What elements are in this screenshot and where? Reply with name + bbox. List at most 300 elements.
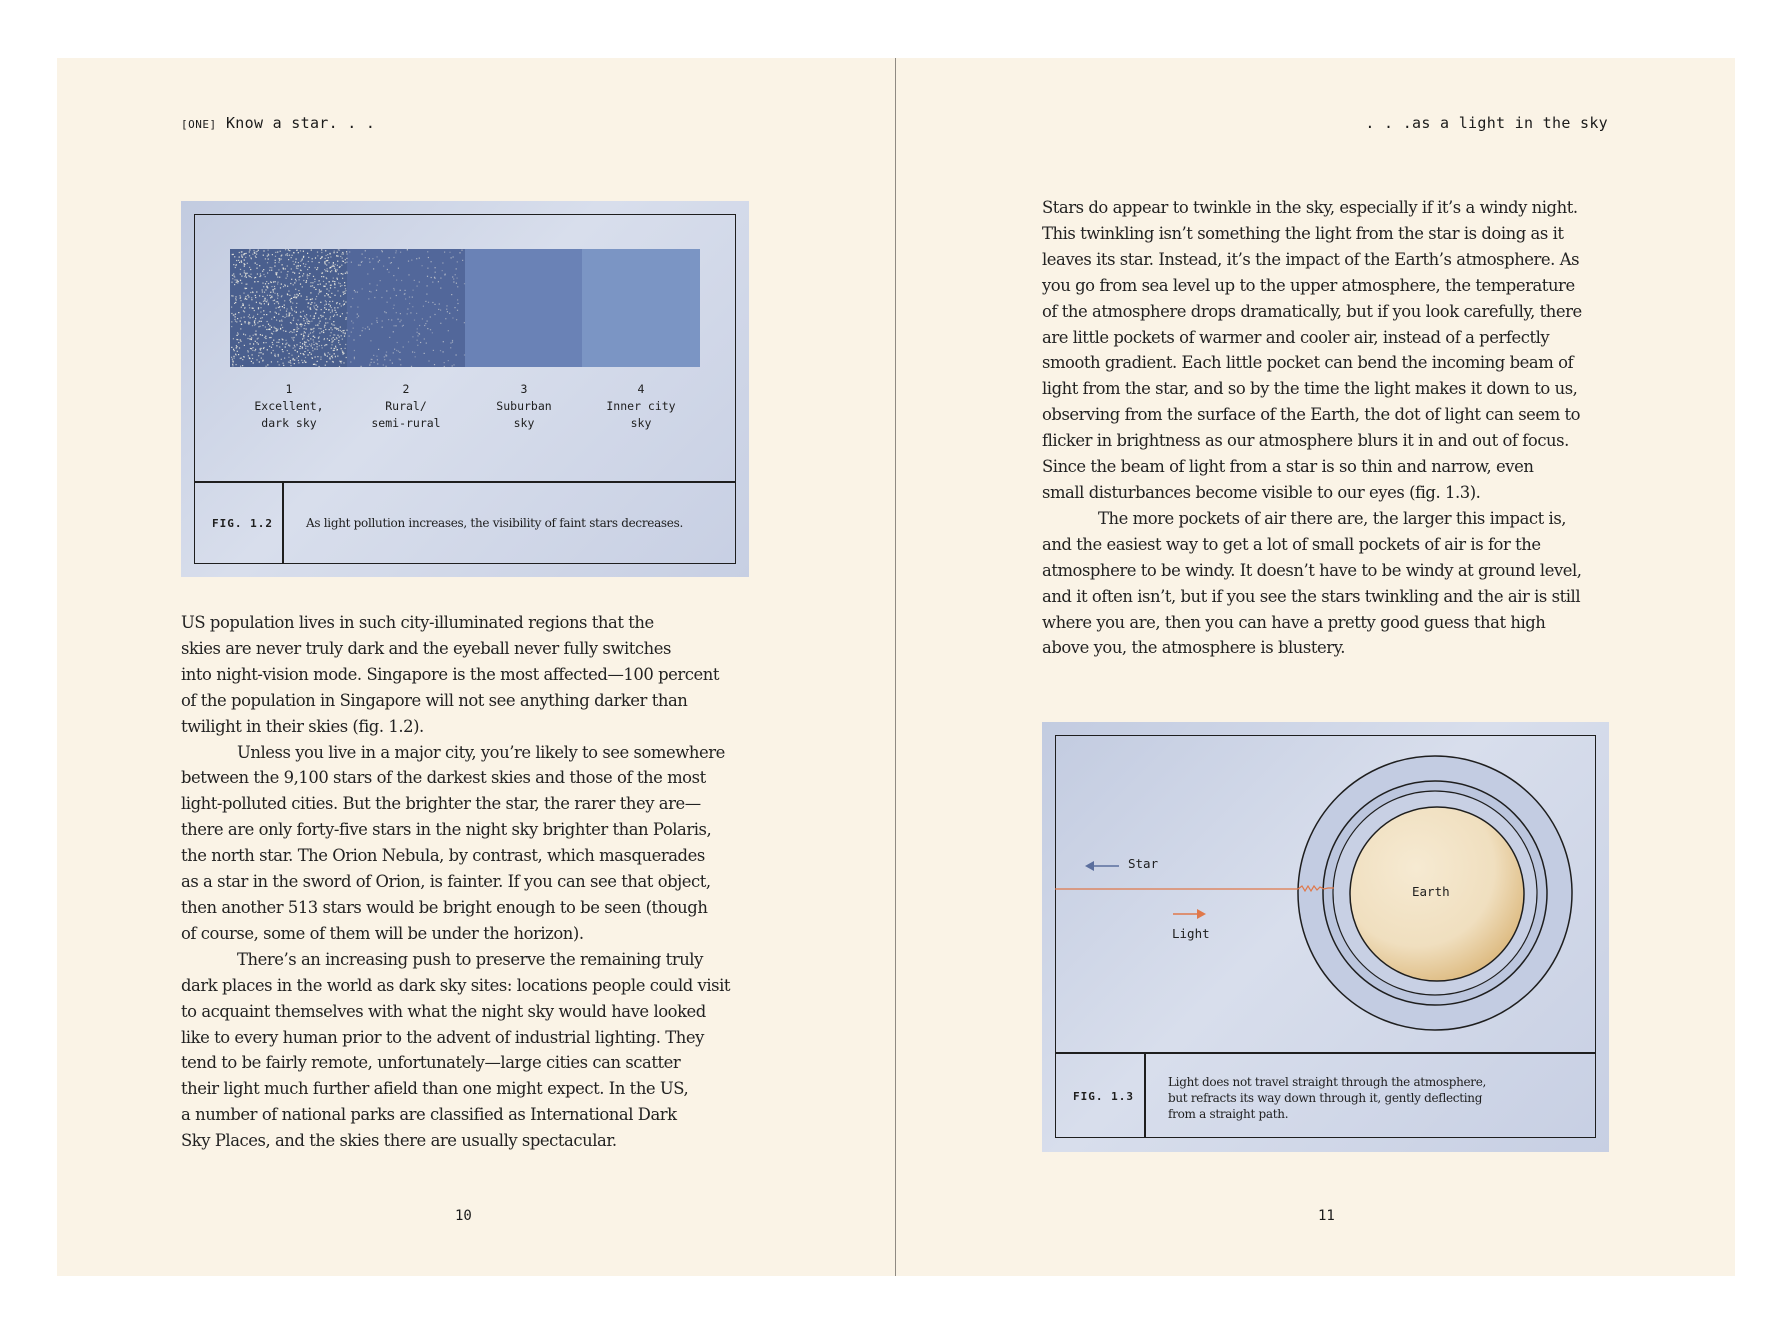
star-dot: [343, 301, 344, 302]
text-line: then another 513 stars would be bright enough to be seen (though: [181, 897, 708, 917]
figure-caption: As light pollution increases, the visibility of faint stars decreases.: [306, 516, 683, 530]
star-dot: [335, 356, 336, 357]
star-dot: [462, 260, 463, 261]
star-dot: [269, 295, 270, 296]
figure-caption: [1168, 1074, 1486, 1122]
star-dot: [427, 285, 428, 286]
star-dot: [292, 255, 293, 256]
star-dot: [333, 350, 334, 351]
star-dot: [279, 258, 280, 259]
refraction-diagram: [1042, 722, 1609, 1052]
star-dot: [255, 318, 256, 319]
star-dot: [395, 325, 396, 326]
star-dot: [256, 257, 257, 258]
star-dot: [326, 289, 327, 290]
star-dot: [286, 316, 287, 317]
star-dot: [313, 336, 314, 337]
star-dot: [337, 256, 338, 257]
star-dot: [259, 348, 260, 349]
star-dot: [365, 257, 366, 258]
star-dot: [444, 362, 445, 363]
star-dot: [329, 358, 330, 359]
star-dot: [247, 350, 248, 351]
star-dot: [301, 326, 302, 327]
star-dot: [303, 336, 304, 337]
star-dot: [434, 277, 435, 278]
star-dot: [308, 336, 309, 337]
star-dot: [310, 292, 311, 293]
star-dot: [307, 253, 308, 254]
star-dot: [278, 314, 279, 315]
star-dot: [254, 281, 255, 282]
star-dot: [246, 299, 247, 300]
star-dot: [235, 279, 236, 280]
star-label: Star: [1128, 856, 1159, 871]
star-dot: [326, 361, 327, 362]
star-dot: [350, 361, 351, 362]
star-dot: [305, 323, 306, 324]
star-dot: [293, 297, 294, 298]
star-dot: [317, 324, 318, 325]
star-dot: [351, 262, 352, 263]
star-dot: [412, 336, 413, 337]
star-dot: [377, 285, 378, 286]
star-dot: [235, 298, 236, 299]
star-dot: [314, 287, 315, 288]
star-dot: [298, 295, 299, 296]
star-dot: [277, 282, 278, 283]
right-page-body: [1042, 195, 1612, 661]
star-dot: [393, 257, 394, 258]
star-dot: [434, 314, 435, 315]
star-dot: [345, 301, 346, 302]
star-dot: [314, 364, 315, 365]
star-dot: [296, 266, 297, 267]
star-dot: [362, 254, 363, 255]
text-line: Stars do appear to twinkle in the sky, especially if it’s a windy night.: [1042, 198, 1578, 217]
star-dot: [320, 258, 321, 259]
star-dot: [272, 254, 273, 255]
star-dot: [369, 365, 370, 366]
category-number: 1: [285, 382, 293, 396]
star-dot: [320, 302, 321, 303]
star-dot: [313, 276, 314, 277]
star-dot: [300, 250, 301, 251]
star-dot: [362, 327, 363, 328]
star-dot: [258, 250, 259, 251]
star-dot: [307, 339, 308, 340]
running-head-left: [181, 114, 375, 132]
star-dot: [428, 360, 429, 361]
star-dot: [344, 282, 345, 283]
star-dot: [277, 277, 278, 278]
star-dot: [414, 320, 415, 321]
star-dot: [303, 280, 304, 281]
star-dot: [295, 350, 296, 351]
star-dot: [325, 270, 326, 271]
star-dot: [305, 346, 306, 347]
star-dot: [276, 328, 277, 329]
star-dot: [268, 259, 269, 260]
star-dot: [231, 347, 232, 348]
star-dot: [377, 363, 378, 364]
star-dot: [394, 325, 395, 326]
star-dot: [378, 349, 379, 350]
star-dot: [335, 347, 336, 348]
star-dot: [291, 268, 292, 269]
text-line: as a star in the sword of Orion, is fainter. If you can see that object,: [181, 872, 711, 892]
star-dot: [345, 290, 346, 291]
star-dot: [430, 329, 431, 330]
star-dot: [326, 283, 327, 284]
star-dot: [312, 350, 313, 351]
star-dot: [267, 287, 268, 288]
figure-1-3: [1042, 722, 1609, 1152]
star-dot: [405, 290, 406, 291]
star-dot: [382, 251, 383, 252]
star-dot: [249, 358, 250, 359]
star-dot: [299, 293, 300, 294]
star-dot: [300, 316, 301, 317]
star-dot: [243, 293, 244, 294]
star-dot: [321, 309, 322, 310]
star-dot: [380, 280, 381, 281]
star-dot: [346, 330, 347, 331]
star-dot: [250, 257, 251, 258]
star-dot: [401, 280, 402, 281]
star-dot: [321, 316, 322, 317]
star-dot: [268, 250, 269, 251]
star-dot: [241, 283, 242, 284]
star-dot: [338, 330, 339, 331]
star-dot: [317, 306, 318, 307]
star-dot: [305, 357, 306, 358]
star-dot: [328, 257, 329, 258]
star-dot: [325, 344, 326, 345]
star-dot: [308, 334, 309, 335]
star-dot: [341, 331, 342, 332]
star-dot: [340, 330, 341, 331]
star-dot: [282, 351, 283, 352]
star-dot: [294, 346, 295, 347]
star-dot: [306, 328, 307, 329]
star-dot: [325, 318, 326, 319]
star-dot: [334, 325, 335, 326]
star-dot: [336, 338, 337, 339]
star-dot: [350, 306, 351, 307]
star-dot: [394, 289, 395, 290]
star-dot: [280, 259, 281, 260]
star-dot: [277, 295, 278, 296]
star-dot: [296, 268, 297, 269]
star-dot: [334, 339, 335, 340]
star-dot: [351, 321, 352, 322]
star-dot: [316, 364, 317, 365]
star-dot: [377, 256, 378, 257]
star-dot: [244, 345, 245, 346]
star-dot: [316, 269, 317, 270]
book-spread: [57, 58, 1735, 1276]
star-dot: [235, 314, 236, 315]
star-dot: [336, 303, 337, 304]
star-dot: [333, 340, 334, 341]
star-dot: [322, 347, 323, 348]
star-dot: [332, 329, 333, 330]
star-dot: [255, 256, 256, 257]
star-dot: [307, 274, 308, 275]
star-dot: [250, 317, 251, 318]
star-dot: [278, 307, 279, 308]
category-label: Excellent,: [254, 399, 324, 413]
star-dot: [382, 320, 383, 321]
star-dot: [249, 267, 250, 268]
star-dot: [372, 258, 373, 259]
text-line: twilight in their skies (fig. 1.2).: [181, 716, 424, 736]
star-dot: [245, 322, 246, 323]
star-dot: [256, 251, 257, 252]
star-dot: [271, 286, 272, 287]
star-dot: [260, 348, 261, 349]
star-dot: [244, 260, 245, 261]
text-line: between the 9,100 stars of the darkest skies and those of the most: [181, 768, 706, 788]
star-dot: [461, 250, 462, 251]
star-dot: [412, 306, 413, 307]
star-dot: [296, 297, 297, 298]
star-dot: [251, 299, 252, 300]
earth-label: Earth: [1412, 884, 1450, 899]
star-dot: [337, 290, 338, 291]
star-dot: [370, 291, 371, 292]
star-dot: [323, 276, 324, 277]
star-dot: [328, 304, 329, 305]
star-dot: [329, 262, 330, 263]
star-dot: [393, 331, 394, 332]
star-dot: [390, 298, 391, 299]
star-dot: [309, 352, 310, 353]
star-dot: [404, 293, 405, 294]
star-dot: [244, 276, 245, 277]
star-dot: [305, 348, 306, 349]
star-dot: [289, 313, 290, 314]
star-dot: [249, 336, 250, 337]
star-dot: [238, 260, 239, 261]
star-dot: [287, 265, 288, 266]
star-dot: [305, 317, 306, 318]
star-dot: [453, 256, 454, 257]
star-dot: [440, 278, 441, 279]
star-dot: [445, 318, 446, 319]
star-dot: [262, 289, 263, 290]
star-dot: [236, 282, 237, 283]
star-dot: [354, 350, 355, 351]
caption-divider: [194, 481, 736, 483]
star-dot: [446, 305, 447, 306]
star-dot: [289, 353, 290, 354]
star-dot: [351, 332, 352, 333]
star-dot: [332, 357, 333, 358]
star-dot: [252, 354, 253, 355]
star-dot: [343, 362, 344, 363]
star-dot: [347, 312, 348, 313]
text-line: Unless you live in a major city, you’re likely to see somewhere: [237, 742, 725, 762]
star-dot: [342, 252, 343, 253]
star-dot: [334, 295, 335, 296]
star-dot: [255, 295, 256, 296]
star-dot: [318, 293, 319, 294]
star-dot: [284, 300, 285, 301]
star-dot: [239, 295, 240, 296]
star-dot: [342, 258, 343, 259]
star-dot: [235, 296, 236, 297]
star-dot: [417, 286, 418, 287]
star-dot: [314, 337, 315, 338]
star-dot: [276, 274, 277, 275]
star-dot: [274, 354, 275, 355]
star-dot: [416, 313, 417, 314]
star-dot: [324, 353, 325, 354]
star-dot: [331, 307, 332, 308]
star-dot: [369, 329, 370, 330]
star-dot: [339, 344, 340, 345]
star-dot: [294, 345, 295, 346]
star-dot: [324, 354, 325, 355]
star-dot: [267, 295, 268, 296]
star-dot: [289, 300, 290, 301]
star-dot: [296, 331, 297, 332]
star-dot: [456, 268, 457, 269]
star-dot: [390, 360, 391, 361]
star-dot: [334, 348, 335, 349]
star-dot: [285, 249, 286, 250]
star-dot: [331, 344, 332, 345]
star-dot: [276, 345, 277, 346]
star-dot: [245, 334, 246, 335]
star-dot: [326, 344, 327, 345]
text-line: small disturbances become visible to our eyes (fig. 1.3).: [1042, 482, 1481, 502]
star-dot: [331, 338, 332, 339]
star-dot: [314, 348, 315, 349]
star-dot: [331, 332, 332, 333]
star-dot: [280, 328, 281, 329]
star-dot: [344, 291, 345, 292]
star-dot: [307, 350, 308, 351]
star-dot: [325, 250, 326, 251]
star-dot: [391, 262, 392, 263]
star-dot: [285, 254, 286, 255]
star-dot: [330, 271, 331, 272]
star-dot: [290, 331, 291, 332]
category-label: Rural/: [385, 399, 427, 413]
star-dot: [329, 296, 330, 297]
star-dot: [265, 283, 266, 284]
star-dot: [282, 306, 283, 307]
star-dot: [287, 294, 288, 295]
star-dot: [327, 356, 328, 357]
star-dot: [286, 278, 287, 279]
star-dot: [345, 288, 346, 289]
star-dot: [232, 364, 233, 365]
star-dot: [285, 344, 286, 345]
star-dot: [294, 252, 295, 253]
star-dot: [256, 268, 257, 269]
star-dot: [310, 299, 311, 300]
star-dot: [297, 268, 298, 269]
star-dot: [349, 336, 350, 337]
star-dot: [319, 280, 320, 281]
star-dot: [296, 259, 297, 260]
star-dot: [253, 335, 254, 336]
star-dot: [235, 316, 236, 317]
star-dot: [329, 253, 330, 254]
star-dot: [262, 283, 263, 284]
text-line: the north star. The Orion Nebula, by contrast, which masquerades: [181, 846, 705, 866]
star-dot: [233, 338, 234, 339]
star-dot: [289, 295, 290, 296]
star-dot: [360, 335, 361, 336]
star-dot: [279, 306, 280, 307]
star-dot: [334, 252, 335, 253]
text-line: there are only forty-five stars in the night sky brighter than Polaris,: [181, 820, 712, 840]
star-dot: [234, 350, 235, 351]
star-dot: [259, 276, 260, 277]
star-dot: [416, 258, 417, 259]
star-dot: [314, 307, 315, 308]
star-dot: [294, 264, 295, 265]
star-dot: [329, 267, 330, 268]
star-dot: [315, 289, 316, 290]
star-dot: [296, 307, 297, 308]
category-label: Inner city: [606, 399, 676, 413]
star-dot: [309, 273, 310, 274]
star-dot: [260, 326, 261, 327]
star-dot: [317, 267, 318, 268]
star-dot: [244, 263, 245, 264]
star-dot: [341, 254, 342, 255]
star-dot: [325, 300, 326, 301]
star-dot: [341, 348, 342, 349]
star-dot: [233, 314, 234, 315]
text-line: flicker in brightness as our atmosphere blurs it in and out of focus.: [1042, 431, 1569, 451]
star-dot: [256, 342, 257, 343]
star-dot: [383, 266, 384, 267]
star-dot: [271, 337, 272, 338]
star-dot: [443, 351, 444, 352]
star-dot: [346, 262, 347, 263]
star-dot: [241, 254, 242, 255]
star-dot: [314, 344, 315, 345]
star-dot: [281, 255, 282, 256]
star-dot: [447, 311, 448, 312]
star-dot: [300, 346, 301, 347]
star-dot: [333, 316, 334, 317]
star-dot: [276, 342, 277, 343]
star-dot: [305, 362, 306, 363]
star-dot: [361, 366, 362, 367]
star-dot: [298, 290, 299, 291]
star-dot: [333, 278, 334, 279]
star-dot: [327, 268, 328, 269]
star-dot: [450, 347, 451, 348]
star-dot: [325, 322, 326, 323]
category-number: 3: [520, 382, 528, 396]
star-dot: [333, 321, 334, 322]
star-dot: [256, 302, 257, 303]
star-dot: [281, 272, 282, 273]
star-dot: [333, 263, 334, 264]
star-dot: [386, 312, 387, 313]
star-dot: [260, 307, 261, 308]
star-dot: [278, 262, 279, 263]
